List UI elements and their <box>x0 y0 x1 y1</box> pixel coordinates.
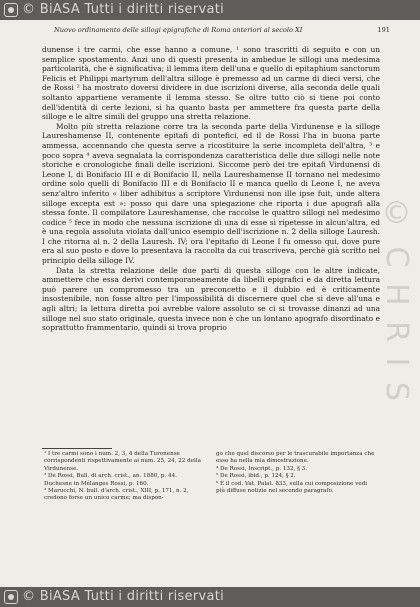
watermark-bar-top <box>0 0 420 20</box>
running-header <box>40 26 390 38</box>
biasa-logo-icon <box>4 590 18 604</box>
watermark-text-bottom: © BiASA Tutti i diritti riservati <box>22 589 225 604</box>
paragraph: Data la stretta relazione delle due parti di questa silloge con le altre indicate, ammettere che essa derivi contemporaneamente da libelli epigrafici e da diretta lettura può parere un compromesso tra un preconcetto e il dubbio ed è criticamente insostenibile, non fosse altro per l'impossibilità di discernere quel che si deve all'una e agli altri; la lettura diretta poi avrebbe valore assoluto se ci si trovasse dinanzi ad una silloge nel suo stato originale, questa invece non è che un lontano apografo disordinato e soprattutto frammentario, quindi si trova proprio <box>42 265 380 333</box>
running-title: Nuovo ordinamento delle sillogi epigrafiche di Roma anteriori al secolo XI <box>54 26 303 34</box>
watermark-text-top: © BiASA Tutti i diritti riservati <box>22 2 225 17</box>
paragraph: dunense i tre carmi, che esse hanno a comune, ¹ sono trascritti di seguito e con un semplice spostamento. Anzi uno di questi presenta in ambedue le sillogi una medesima particolarità, che è significativa; il lemma item dell'una e quello di epitaphium sanctorum Felicis et Philippi martyrum dell'altra silloge è premesso ad un carme di dieci versi, che de Rossi ² ha mostrato doversi dividere in due iscrizioni diverse, alla seconda delle quali soltanto appartiene veramente il lemma stesso. Se oltre tutto ciò si tiene poi conto dell'identità di certe lezioni, si ha quanto basta per ammettere fra questa parte della silloge e le altre simili del gruppo una stretta relazione. <box>42 45 380 122</box>
footnote: ³ Marucchi, N. bull. d'arch. crist., XIII, p. 171, n. 2, credono forse un unico carme; ma dispon- <box>44 488 189 502</box>
footnotes-left-column <box>44 451 204 503</box>
footnotes-right-column <box>216 451 376 495</box>
footnote: ⁶ È il cod. Vat. Palat. 833, sulla cui composizione vedi più diffuse notizie nel secondo paragrafo. <box>216 480 368 495</box>
main-text <box>42 45 380 333</box>
paragraph: Molto più stretta relazione corre tra la seconda parte della Virdunense e la silloge Laureshamense II, contenente epitafi di pontefici, ed il de Rossi l'ha in buona parte ammessa, accennando che questa serve a ricostituire la serie incompleta dell'altra, ³ e poco sopra ⁴ aveva segnalata la corrispondenza caratteristica delle due sillogi nelle note storiche e cronologiche finali delle iscrizioni. Siccome però dei tre epitafi Virdunensi di Leone I, di Bonifacio III e di Bonifacio II, nella Laureshamense II tornano nel medesimo ordine solo quelli di Bonifacio III e di Bonifacio II e manca quello di Leone I, ne aveva senz'altro inferito « liber adhibitus a scriptore Virdunensi non ille ipse fuit, unde altera silloge excepta est »: posso qui dare una spiegazione che riporta i due apografi alla stessa fonte. Il compilatore Laureshamense, che raccolse le quattro sillogi nel medesimo codice ⁵ fece in modo che nessuna iscrizione di una di esse si ripetesse in alcun'altra, ed è una regola assoluta violata dall'unico esempio dell'iscrizione n. 2 della silloge Lauresh. I che ritorna al n. 2 della Lauresh. IV; ora l'epitafio di Leone I fu omesso qui, dove pure era al suo posto e dove lo presentava la raccolta da cui trascriveva, perchè già scritto nel principio della silloge IV. <box>42 121 380 266</box>
footnote: ² De Rossi, Bull. di arch. crist., an. 1880, p. 44. Duchesne in Mélanges Rossi, p. 160. <box>44 473 177 487</box>
footnote: go che quel discorso per le trascurabile importanza che esso ha nella mia dimostrazione. <box>216 451 375 465</box>
page-number: 191 <box>377 26 390 34</box>
footnote-divider <box>42 448 112 449</box>
footnote: ⁵ De Rossi, ibid., p. 124, § 2. <box>216 473 296 480</box>
footnote: ⁴ De Rossi, Inscript., p. 132, § 3. <box>216 465 307 472</box>
side-watermark: © C H R I S <box>379 196 414 404</box>
footnote: ¹ I tre carmi sono i num. 2, 3, 4 della Turonense corrispondenti rispettivamente ai num. 25, 24, 22 della Virdunense. <box>44 451 201 472</box>
watermark-bar-bottom <box>0 587 420 607</box>
biasa-logo-icon <box>4 3 18 17</box>
